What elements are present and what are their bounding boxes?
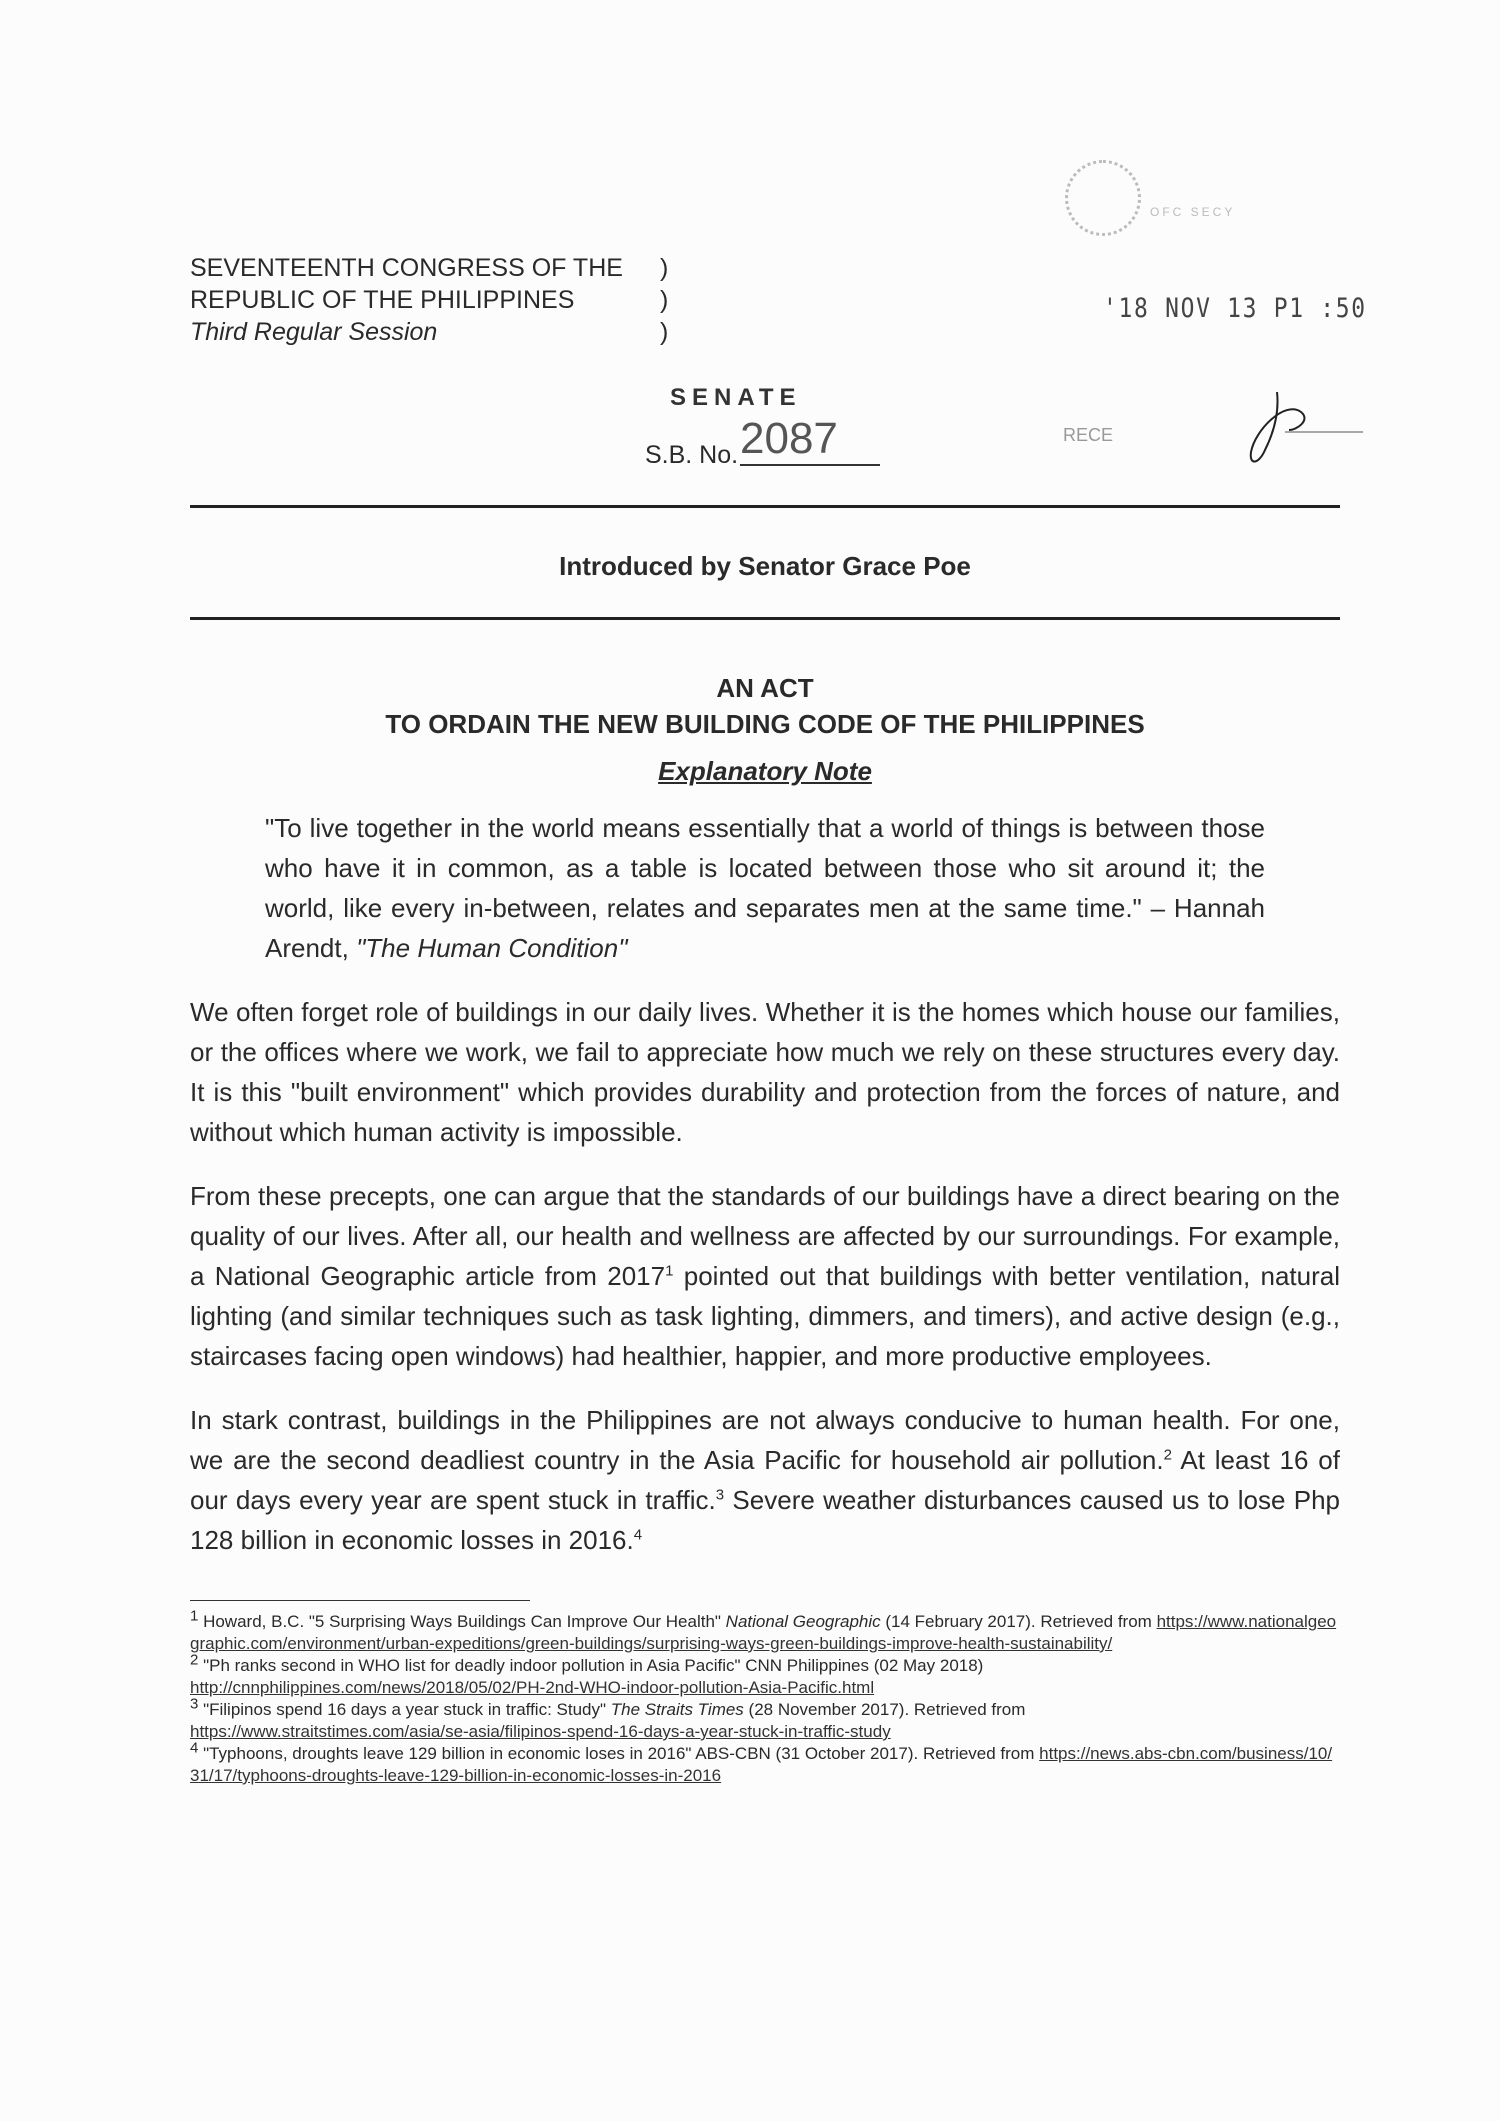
body-content: [190, 808, 1340, 1787]
paren: ): [660, 254, 669, 282]
senate-stamp: SENATE: [670, 384, 802, 411]
footnote: $^2$ "Ph ranks second in WHO list for deadly indoor pollution in Asia Pacific" CNN Philippines (02 May 2018) http://cnnphilippines.com/news/2018/05/02/PH-2nd-WHO-indoor-pollution-Asia-Pacific.html: [190, 1651, 984, 1697]
footnote-ref: 2: [1163, 1446, 1172, 1464]
seal-stamp-text: OFC SECY: [1150, 205, 1236, 219]
footnote-link[interactable]: http://cnnphilippines.com/news/2018/05/02/PH-2nd-WHO-indoor-pollution-Asia-Pacific.html: [190, 1678, 875, 1697]
title-line-2: TO ORDAIN THE NEW BUILDING CODE OF THE PHILIPPINES: [385, 709, 1145, 739]
paragraph: In stark contrast, buildings in the Philippines are not always conducive to human health. For one, we are the second deadliest country in the Asia Pacific for household air pollution.$^2$ At least 16 of our days every year are spent stuck in traffic.$^3$ Severe weather disturbances caused us to lose Php 128 billion in economic losses in 2016.$^4$: [190, 1405, 1340, 1555]
congress-header: [190, 252, 623, 348]
divider: [190, 617, 1340, 620]
epigraph-quote: "To live together in the world means essentially that a world of things is between those who have it in common, as a table is located between those who sit around it; the world, like every in-between, relates and separates men at the same time." – Hannah Arendt, "The Human Condition": [265, 813, 1265, 963]
title-line-1: AN ACT: [716, 673, 814, 703]
paragraph: From these precepts, one can argue that the standards of our buildings have a direct bearing on the quality of our lives. After all, our health and wellness are affected by our surroundings. For example, a National Geographic article from 2017$^1$ pointed out that buildings with better ventilation, natural lighting (and similar techniques such as task lighting, dimmers, and timers), and active design (e.g., staircases facing open windows) had healthier, happier, and more productive employees.: [190, 1181, 1340, 1371]
footnote-ref: 1: [665, 1262, 674, 1280]
footnote: $^1$ Howard, B.C. "5 Surprising Ways Buildings Can Improve Our Health" National Geographic (14 February 2017). Retrieved from https://www.nationalgeographic.com/environment/urban-expeditions/green-buildings/surprising-ways-green-buildings-improve-health-sustainability/: [190, 1607, 1337, 1653]
explanatory-note-heading: Explanatory Note: [658, 756, 872, 786]
seal-stamp: [1065, 160, 1141, 236]
footnote-divider: [190, 1600, 530, 1601]
footnote-link[interactable]: https://news.abs-cbn.com/business/10/31/17/typhoons-droughts-leave-129-billion-in-economic-losses-in-2016: [190, 1744, 1333, 1785]
signature: [1245, 390, 1365, 470]
bill-number: 2087: [740, 414, 880, 466]
introduced-by: Introduced by Senator Grace Poe: [559, 551, 971, 581]
footnote-ref: 4: [633, 1526, 643, 1544]
footnote: $^4$ "Typhoons, droughts leave 129 billion in economic loses in 2016" ABS-CBN (31 October 2017). Retrieved from https://news.abs-cbn.com/business/10/31/17/typhoons-droughts-leave-129-billion-in-economic-losses-in-2016: [190, 1739, 1333, 1785]
paren: ): [660, 286, 669, 314]
footnotes: [190, 1607, 1340, 1787]
received-label: RECE: [1063, 425, 1114, 445]
divider: [190, 505, 1340, 508]
bill-number-label: S.B. No.: [645, 441, 739, 469]
footnote-link[interactable]: https://www.nationalgeographic.com/environment/urban-expeditions/green-buildings/surprising-ways-green-buildings-improve-health-sustainability/: [190, 1612, 1337, 1653]
received-date-stamp: '18 NOV 13 P1 :50: [1103, 293, 1367, 324]
bill-title: [190, 670, 1340, 742]
header-parens: [660, 252, 668, 348]
header-session: Third Regular Session: [190, 318, 438, 346]
header-line-2: REPUBLIC OF THE PHILIPPINES: [190, 286, 575, 314]
footnote: $^3$ "Filipinos spend 16 days a year stuck in traffic: Study" The Straits Times (28 November 2017). Retrieved from https://www.straitstimes.com/asia/se-asia/filipinos-spend-16-days-a-year-stuck-in-traffic-study: [190, 1695, 1026, 1741]
paragraph: We often forget role of buildings in our daily lives. Whether it is the homes which house our families, or the offices where we work, we fail to appreciate how much we rely on these structures every day. It is this "built environment" which provides durability and protection from the forces of nature, and without which human activity is impossible.: [190, 997, 1340, 1147]
footnote-link[interactable]: https://www.straitstimes.com/asia/se-asia/filipinos-spend-16-days-a-year-stuck-in-traffic-study: [190, 1722, 891, 1741]
header-line-1: SEVENTEENTH CONGRESS OF THE: [190, 254, 623, 282]
paren: ): [660, 318, 669, 346]
footnote-ref: 3: [715, 1486, 725, 1504]
